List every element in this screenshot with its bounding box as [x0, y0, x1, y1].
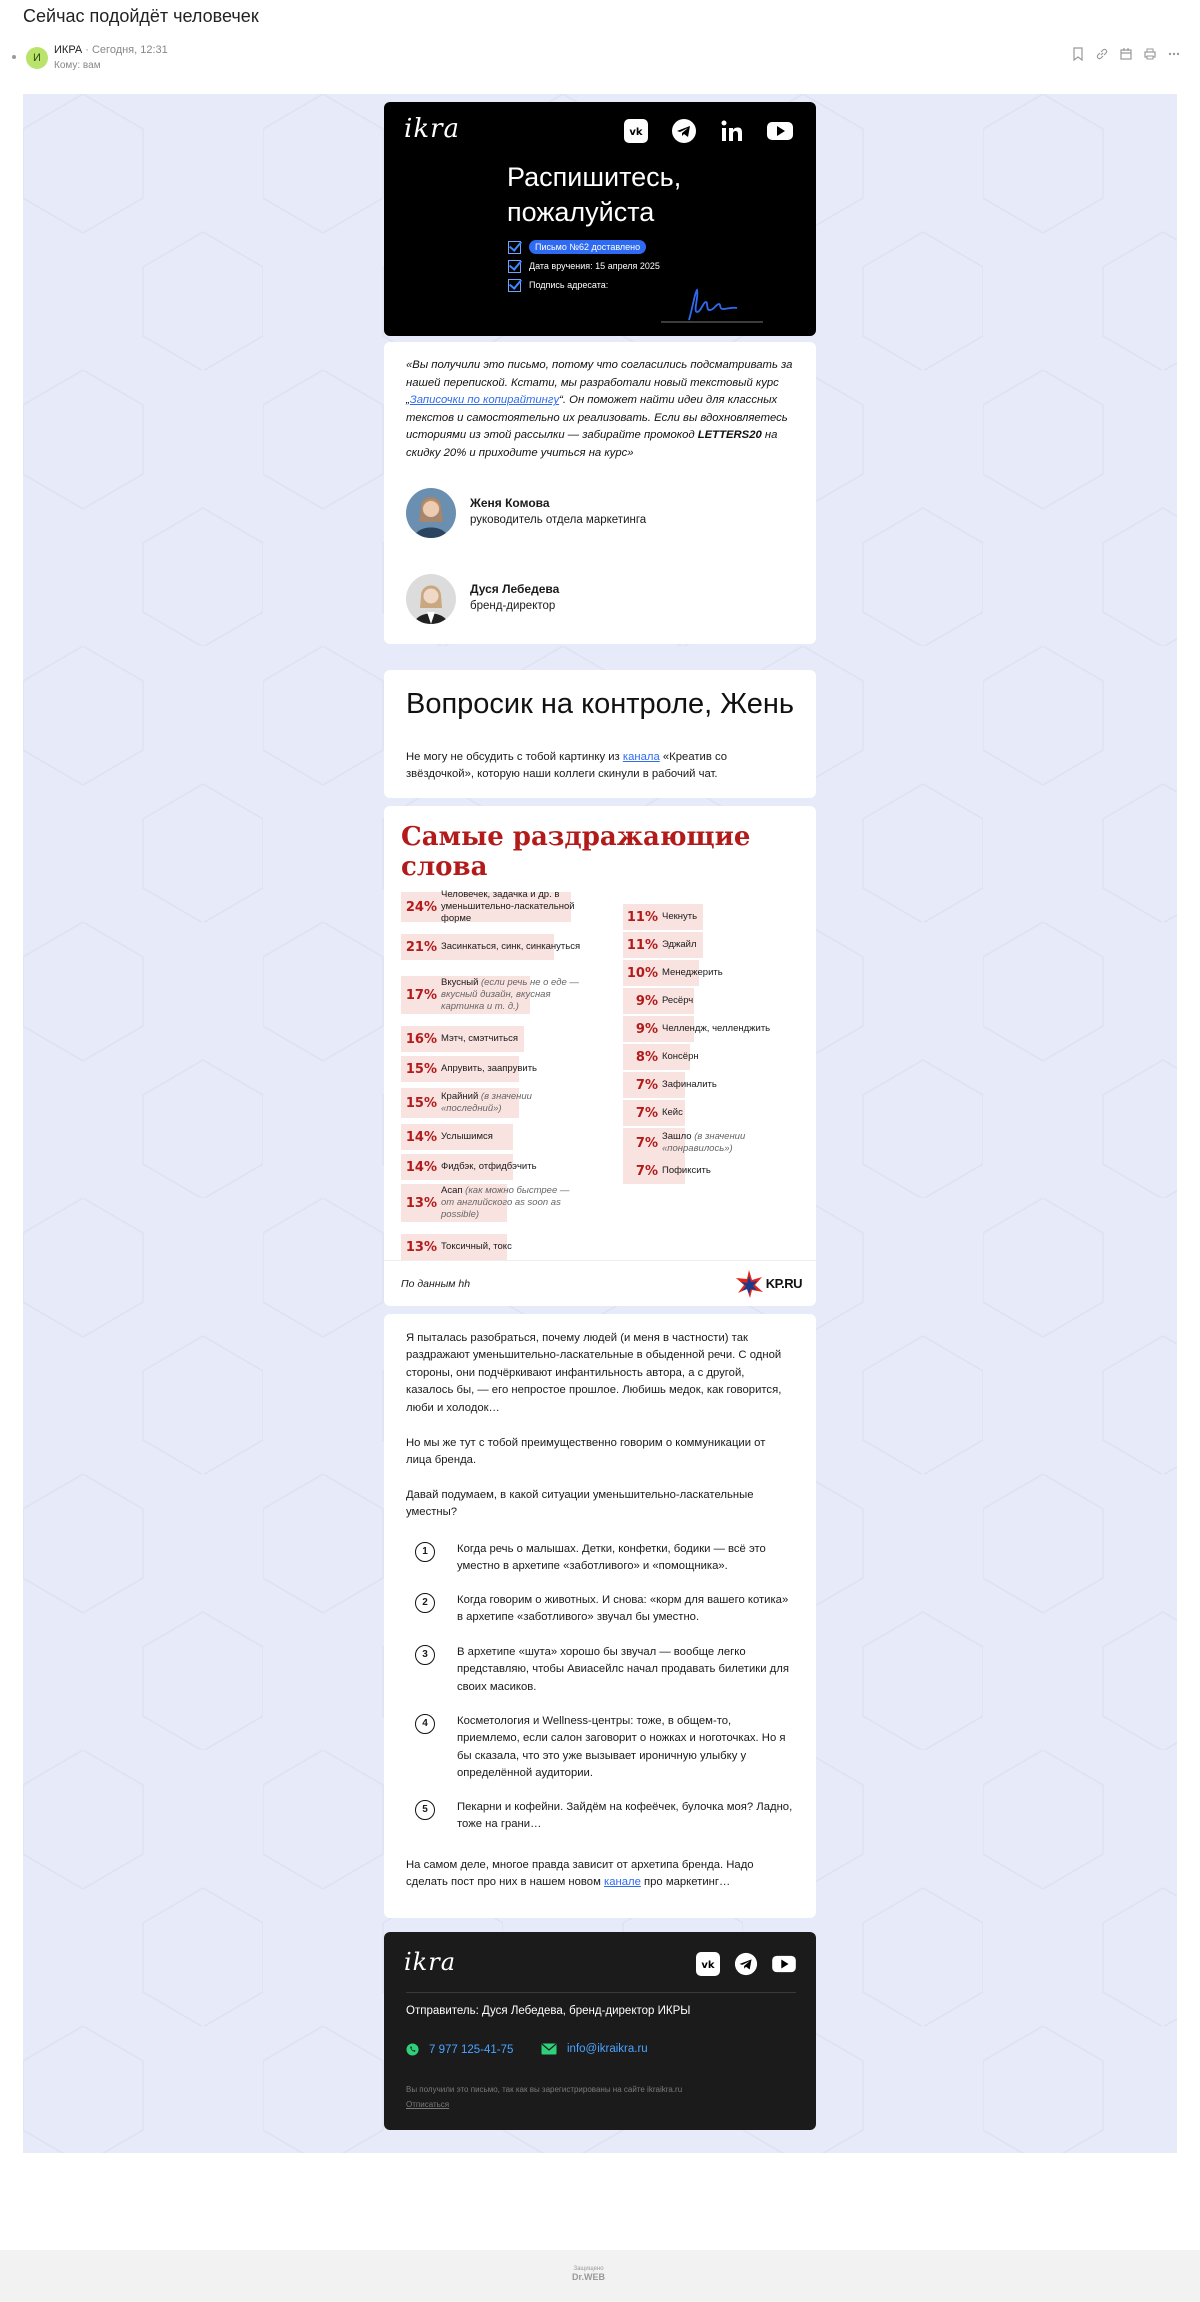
- course-link[interactable]: Записочки по копирайтингу: [409, 394, 560, 407]
- list-item-text: Пекарни и кофейни. Зайдём на кофеёчек, булочка моя? Ладно, тоже на грани…: [457, 1801, 793, 1831]
- chart-bar-row: [401, 1088, 591, 1118]
- mail-icon: [541, 2043, 557, 2055]
- email-address[interactable]: info@ikraikra.ru: [567, 2043, 648, 2055]
- chart-bar-row: [401, 1026, 591, 1052]
- channel-link[interactable]: канала: [622, 751, 660, 763]
- chart-bar-row: [401, 934, 591, 960]
- promo-code: LETTERS20: [697, 429, 762, 442]
- text: «Креатив со звёздочкой», которую наши коллеги скинули в рабочий чат.: [406, 751, 728, 780]
- email-body-background: [23, 94, 1177, 2153]
- delivery-checklist: [508, 238, 660, 295]
- signature-icon: [659, 282, 769, 326]
- chart-category-label: Зашло (в значении «понравилось»): [661, 1131, 746, 1154]
- social-links: [620, 115, 796, 147]
- svg-text:vk: vk: [701, 1960, 715, 1971]
- avatar: [406, 488, 456, 538]
- chart-bar-row: [623, 1128, 798, 1158]
- sender-name[interactable]: ИКРА: [54, 44, 83, 56]
- chart-category-label: Человечек, задачка и др. в уменьшительно-ласкательной форме: [441, 889, 575, 924]
- youtube-icon[interactable]: [768, 1948, 800, 1980]
- chart-bar-row: [623, 904, 798, 930]
- paragraph: Но мы же тут с тобой преимущественно говорим о коммуникации от лица бренда.: [406, 1437, 766, 1467]
- chart-value-label: 11%: [626, 937, 658, 953]
- telegram-icon[interactable]: [730, 1948, 762, 1980]
- youtube-icon[interactable]: [764, 115, 796, 147]
- avatar: [406, 574, 456, 624]
- chart-bar-row: [623, 932, 798, 958]
- divider: [406, 1992, 796, 1993]
- chart-category-label: Мэтч, смэтчиться: [441, 1033, 518, 1044]
- chart-bar-row: [623, 1072, 798, 1098]
- quote-text: на скидку 20% и приходите учиться на курс»: [406, 429, 778, 459]
- bookmark-icon[interactable]: [1070, 47, 1086, 63]
- chart-category-label: Засинкаться, синк, синкануться: [441, 941, 581, 952]
- paragraph: Давай подумаем, в какой ситуации уменьшительно-ласкательные уместны?: [406, 1489, 754, 1519]
- list-item-text: Когда говорим о животных. И снова: «корм для вашего котика» в архетипе «заботливого» звучал бы уместно.: [457, 1594, 789, 1624]
- number-badge: 5: [415, 1800, 435, 1820]
- chart-category-label: Ресёрч: [661, 995, 694, 1006]
- letter-number-pill: Письмо №62 доставлено: [529, 240, 646, 254]
- chart-category-label: Услышимся: [441, 1131, 493, 1142]
- list-item-text: В архетипе «шута» хорошо бы звучал — вообще легко представляю, чтобы Авиасейлс начал продавать билетики для своих масиков.: [457, 1646, 789, 1693]
- text: На самом деле, многое правда зависит от архетипа бренда. Надо сделать пост про них в нашем новом: [406, 1859, 754, 1889]
- chart-value-label: 16%: [405, 1031, 437, 1047]
- checkbox-icon: [508, 241, 521, 254]
- phone-contact[interactable]: [406, 2043, 513, 2056]
- link-icon[interactable]: [1094, 47, 1110, 63]
- kp-brand: KP.RU: [765, 1275, 802, 1291]
- email-meta: [12, 43, 1188, 77]
- quote-text: “. Он поможет найти идеи для классных текстов и самостоятельно их реализовать. Если вы вдохновляетесь историями из этой рассылки — забирайте промокод: [406, 394, 788, 442]
- kp-logo[interactable]: [734, 1268, 802, 1298]
- divider: [384, 1260, 816, 1261]
- chart-value-label: 8%: [635, 1049, 658, 1065]
- linkedin-icon[interactable]: [716, 115, 748, 147]
- chart-value-label: 17%: [405, 987, 437, 1003]
- chart-value-label: 7%: [635, 1105, 658, 1121]
- person-card: [406, 574, 786, 626]
- chart-title: Самые раздражающие слова: [401, 822, 751, 882]
- question-card: [384, 670, 816, 798]
- ikra-logo[interactable]: ikra: [404, 1948, 456, 1976]
- kp-star-icon: [734, 1268, 764, 1298]
- chart-value-label: 13%: [405, 1195, 437, 1211]
- intro-quote: [406, 357, 798, 463]
- chart-value-label: 7%: [635, 1077, 658, 1093]
- antivirus-bar: [0, 2250, 1200, 2302]
- list-item-text: Косметология и Wellness-центры: тоже, в общем-то, приемлемо, если салон заговорит о ножках и ноготочках. Но я бы сказала, что это уже вызывает ироничную улыбку у определённой аудитории.: [457, 1715, 786, 1780]
- print-icon[interactable]: [1142, 47, 1158, 63]
- chart-category-label: Крайний (в значении «последний»): [441, 1091, 532, 1114]
- email-contact[interactable]: [541, 2043, 648, 2055]
- person-role: руководитель отдела маркетинга: [470, 514, 647, 526]
- person-card: [406, 488, 786, 540]
- chart-bar-row: [623, 1100, 798, 1126]
- chart-bar-row: [623, 988, 798, 1014]
- chart-category-label: Асап (как можно быстрее — от английского as soon as possible): [441, 1185, 570, 1220]
- chart-source: По данным hh: [401, 1278, 471, 1290]
- chart-value-label: 9%: [635, 993, 658, 1009]
- chart-value-label: 7%: [635, 1135, 658, 1151]
- chart-note: (в значении «последний»): [441, 1091, 532, 1114]
- chart-card: [384, 806, 816, 1306]
- chart-category-label: Апрувить, заапрувить: [441, 1063, 537, 1074]
- text: про маркетинг…: [640, 1876, 731, 1889]
- toolbar: [1070, 47, 1182, 63]
- calendar-icon[interactable]: [1118, 47, 1134, 63]
- chart-bar-row: [401, 1184, 591, 1222]
- chart-category-label: Зафиналить: [661, 1079, 717, 1090]
- vk-icon[interactable]: [692, 1948, 724, 1980]
- phone-icon: [406, 2043, 419, 2056]
- signature-label: Подпись адресата:: [529, 280, 609, 290]
- channel-link[interactable]: канале: [604, 1876, 641, 1889]
- email-footer: [384, 1932, 816, 2130]
- section-heading: Вопросик на контроле, Жень: [406, 688, 794, 720]
- list-item-text: Когда речь о малышах. Детки, конфетки, бодики — всё это уместно в архетипе «заботливого» и «помощника».: [457, 1543, 766, 1573]
- chart-category-label: Кейс: [661, 1107, 683, 1118]
- chart-bar-row: [623, 1016, 798, 1042]
- number-badge: 1: [415, 1542, 435, 1562]
- avatar[interactable]: И: [26, 47, 48, 69]
- intro-quote-card: [384, 342, 816, 644]
- chart-value-label: 15%: [405, 1061, 437, 1077]
- legal-note: [406, 2082, 682, 2112]
- quote-text: «Вы получили это письмо, потому что согласились подсматривать за нашей перепиской. Кстати, мы разработали новый текстовый курс „: [406, 359, 793, 407]
- text: Не могу не обсудить с тобой картинку из: [406, 751, 623, 763]
- ikra-logo[interactable]: ikra: [404, 114, 460, 144]
- chart-value-label: 21%: [405, 939, 437, 955]
- chart-value-label: 9%: [635, 1021, 658, 1037]
- paragraph: [406, 1857, 790, 1892]
- chart-category-label: Фидбэк, отфидбэчить: [441, 1161, 537, 1172]
- recipient: Кому: вам: [54, 60, 101, 71]
- person-role: бренд-директор: [470, 600, 556, 612]
- chart-value-label: 14%: [405, 1159, 437, 1175]
- hero-title: Распишитесь, пожалуйста: [507, 162, 682, 227]
- drweb-logo: Dr.WEB: [572, 2272, 606, 2282]
- checkbox-icon: [508, 279, 521, 292]
- check-item: [508, 257, 660, 275]
- person-name: Дуся Лебедева: [470, 582, 560, 596]
- delivery-date: Дата вручения: 15 апреля 2025: [529, 261, 660, 271]
- chart-bar-row: [401, 1234, 591, 1260]
- number-badge: 3: [415, 1645, 435, 1665]
- drweb-badge[interactable]: [572, 2266, 605, 2282]
- article-card: [384, 1314, 816, 1918]
- chart-note: (если речь не о еде — вкусный дизайн, вкусная картинка и т. д.): [441, 977, 579, 1012]
- chart-bar-row: [401, 1154, 591, 1180]
- chart-category-label: Токсичный, токс: [441, 1241, 512, 1252]
- chart-bar-row: [623, 1158, 798, 1184]
- check-item: [508, 238, 660, 256]
- chart-value-label: 15%: [405, 1095, 437, 1111]
- hero-banner: [384, 102, 816, 336]
- chart-bar-row: [623, 1044, 798, 1070]
- telegram-icon[interactable]: [668, 115, 700, 147]
- email-date: · Сегодня, 12:31: [85, 44, 168, 56]
- checkbox-icon: [508, 260, 521, 273]
- chart-bar-row: [623, 960, 798, 986]
- chart-category-label: Менеджерить: [661, 967, 723, 978]
- chart-bar-row: [401, 1124, 591, 1150]
- chart-category-label: Консёрн: [661, 1051, 699, 1062]
- unread-dot: [12, 55, 16, 59]
- chart-value-label: 10%: [626, 965, 658, 981]
- chart-value-label: 13%: [405, 1239, 437, 1255]
- svg-text:vk: vk: [629, 127, 643, 138]
- chart-category-label: Эджайл: [661, 939, 697, 950]
- sender-line: [54, 44, 168, 56]
- chart-value-label: 7%: [635, 1163, 658, 1179]
- chart-note: (в значении «понравилось»): [661, 1131, 746, 1154]
- legal-text: Вы получили это письмо, так как вы зарегистрированы на сайте ikraikra.ru: [406, 2085, 683, 2094]
- chart-value-label: 14%: [405, 1129, 437, 1145]
- person-name: Женя Комова: [470, 496, 550, 510]
- chart-note: (как можно быстрее — от английского as soon as possible): [441, 1185, 570, 1220]
- paragraph: Я пыталась разобраться, почему людей (и меня в частности) так раздражают уменьшительно-ласкательные в обыденной речи. С одной стороны, они подчёркивают инфантильность автора, а с другой, казалось бы, — его непростое прошлое. Любишь медок, как говорится, люби и холодок…: [406, 1332, 782, 1414]
- unsubscribe-link[interactable]: Отписаться: [406, 2100, 450, 2109]
- more-icon[interactable]: [1166, 47, 1182, 63]
- number-badge: 2: [415, 1593, 435, 1613]
- check-item: [508, 276, 660, 294]
- phone-number[interactable]: 7 977 125-41-75: [429, 2043, 514, 2056]
- vk-icon[interactable]: [620, 115, 652, 147]
- chart-category-label: Чекнуть: [661, 911, 698, 922]
- social-links: [692, 1948, 800, 1980]
- number-badge: 4: [415, 1714, 435, 1734]
- chart-category-label: Вкусный (если речь не о еде — вкусный дизайн, вкусная картинка и т. д.): [441, 977, 579, 1012]
- chart-bar-row: [401, 976, 591, 1014]
- chart-category-label: Челлендж, челленджить: [661, 1023, 771, 1034]
- protected-label: Защищено: [573, 2266, 604, 2272]
- chart-category-label: Пофиксить: [661, 1165, 711, 1176]
- question-text: [406, 749, 786, 783]
- chart-bar-row: [401, 889, 591, 924]
- chart-bar-row: [401, 1056, 591, 1082]
- footer-sender: Отправитель: Дуся Лебедева, бренд-директор ИКРЫ: [406, 2005, 691, 2017]
- chart-value-label: 24%: [405, 899, 437, 915]
- email-subject: Сейчас подойдёт человечек: [23, 6, 259, 26]
- chart-value-label: 11%: [626, 909, 658, 925]
